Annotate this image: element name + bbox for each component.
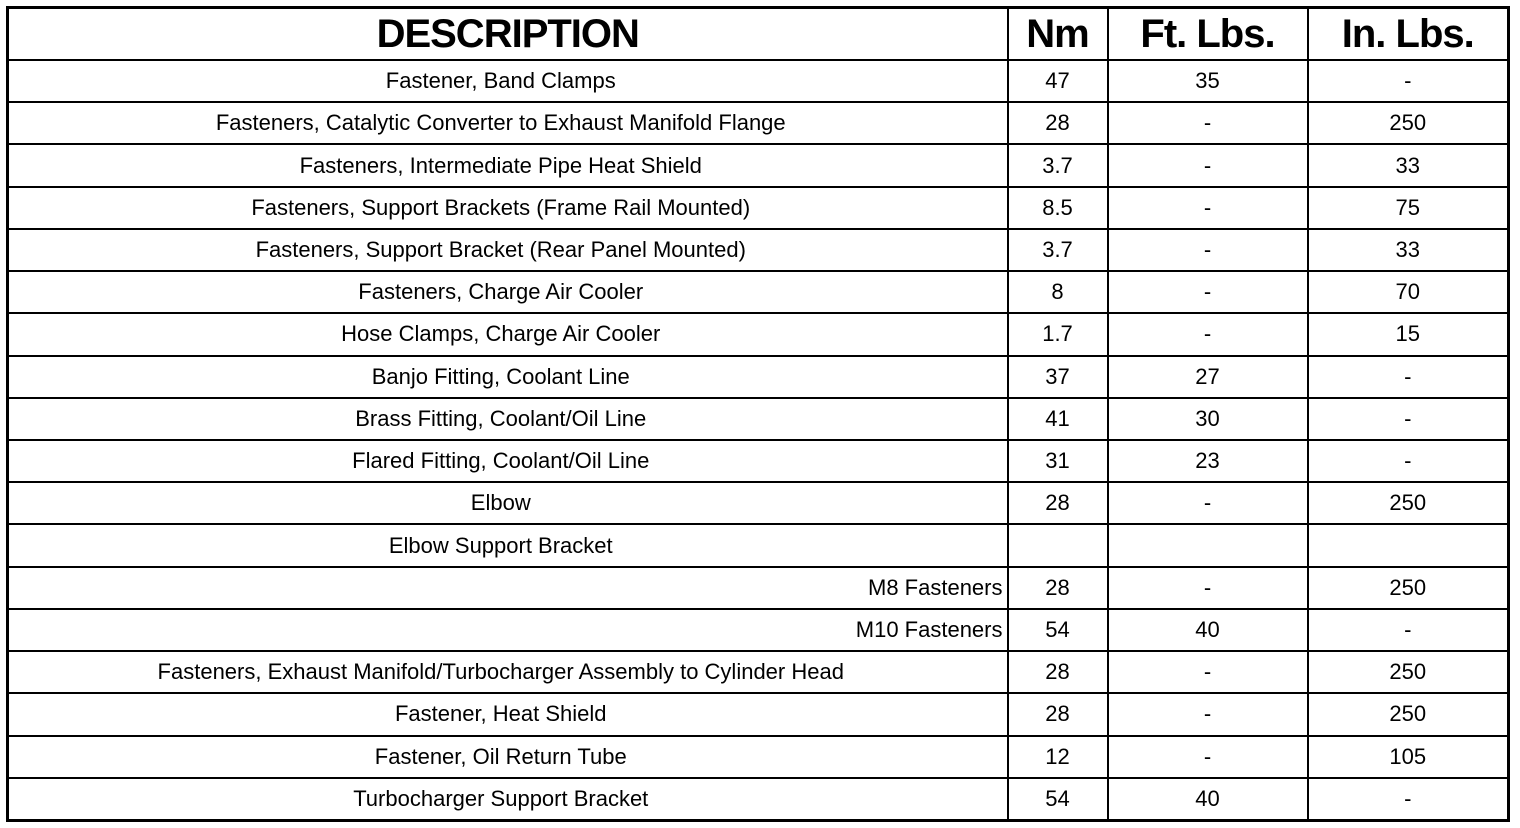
ft-lbs-cell: - (1108, 736, 1308, 778)
description-cell: Elbow Support Bracket (8, 524, 1008, 566)
description-cell: Hose Clamps, Charge Air Cooler (8, 313, 1008, 355)
description-cell: Fasteners, Support Bracket (Rear Panel Mounted) (8, 229, 1008, 271)
description-cell: Fastener, Oil Return Tube (8, 736, 1008, 778)
table-row (8, 356, 1509, 398)
nm-cell: 28 (1008, 651, 1108, 693)
table-row (8, 271, 1509, 313)
in-lbs-cell: - (1308, 60, 1509, 102)
description-cell: Fastener, Band Clamps (8, 60, 1008, 102)
description-cell: Flared Fitting, Coolant/Oil Line (8, 440, 1008, 482)
ft-lbs-cell: - (1108, 693, 1308, 735)
description-cell: Brass Fitting, Coolant/Oil Line (8, 398, 1008, 440)
table-row (8, 524, 1509, 566)
table-row (8, 567, 1509, 609)
in-lbs-cell: - (1308, 440, 1509, 482)
table-row (8, 102, 1509, 144)
description-cell: Fasteners, Exhaust Manifold/Turbocharger Assembly to Cylinder Head (8, 651, 1008, 693)
ft-lbs-cell: - (1108, 229, 1308, 271)
nm-cell: 3.7 (1008, 229, 1108, 271)
table-row (8, 144, 1509, 186)
ft-lbs-cell: 40 (1108, 778, 1308, 821)
nm-cell: 3.7 (1008, 144, 1108, 186)
ft-lbs-cell: 35 (1108, 60, 1308, 102)
description-cell: Fasteners, Catalytic Converter to Exhaust Manifold Flange (8, 102, 1008, 144)
description-cell: Fasteners, Intermediate Pipe Heat Shield (8, 144, 1008, 186)
table-row (8, 693, 1509, 735)
header-description: DESCRIPTION (8, 8, 1008, 61)
ft-lbs-cell: - (1108, 102, 1308, 144)
ft-lbs-cell: 40 (1108, 609, 1308, 651)
ft-lbs-cell: - (1108, 567, 1308, 609)
nm-cell: 28 (1008, 567, 1108, 609)
ft-lbs-cell: - (1108, 144, 1308, 186)
nm-cell: 54 (1008, 609, 1108, 651)
nm-cell: 12 (1008, 736, 1108, 778)
nm-cell: 47 (1008, 60, 1108, 102)
ft-lbs-cell (1108, 524, 1308, 566)
in-lbs-cell: 33 (1308, 229, 1509, 271)
description-cell: Fasteners, Charge Air Cooler (8, 271, 1008, 313)
ft-lbs-cell: - (1108, 187, 1308, 229)
table-row (8, 651, 1509, 693)
ft-lbs-cell: - (1108, 313, 1308, 355)
description-cell: Fasteners, Support Brackets (Frame Rail Mounted) (8, 187, 1008, 229)
nm-cell: 28 (1008, 693, 1108, 735)
in-lbs-cell: - (1308, 778, 1509, 821)
description-cell: Fastener, Heat Shield (8, 693, 1008, 735)
description-cell: Elbow (8, 482, 1008, 524)
in-lbs-cell: 75 (1308, 187, 1509, 229)
torque-specifications-table (6, 6, 1510, 822)
table-row (8, 313, 1509, 355)
in-lbs-cell: 250 (1308, 651, 1509, 693)
description-cell: Banjo Fitting, Coolant Line (8, 356, 1008, 398)
table-row (8, 60, 1509, 102)
nm-cell: 1.7 (1008, 313, 1108, 355)
header-in-lbs: In. Lbs. (1308, 8, 1509, 61)
in-lbs-cell (1308, 524, 1509, 566)
in-lbs-cell: 33 (1308, 144, 1509, 186)
in-lbs-cell: 105 (1308, 736, 1509, 778)
ft-lbs-cell: 30 (1108, 398, 1308, 440)
in-lbs-cell: - (1308, 356, 1509, 398)
ft-lbs-cell: - (1108, 651, 1308, 693)
table-row (8, 609, 1509, 651)
in-lbs-cell: - (1308, 398, 1509, 440)
table-row (8, 778, 1509, 821)
header-ft-lbs: Ft. Lbs. (1108, 8, 1308, 61)
table-row (8, 398, 1509, 440)
header-nm: Nm (1008, 8, 1108, 61)
table-row (8, 482, 1509, 524)
table-row (8, 440, 1509, 482)
nm-cell: 28 (1008, 102, 1108, 144)
ft-lbs-cell: 27 (1108, 356, 1308, 398)
description-cell: Turbocharger Support Bracket (8, 778, 1008, 821)
nm-cell: 8 (1008, 271, 1108, 313)
in-lbs-cell: 250 (1308, 693, 1509, 735)
nm-cell: 28 (1008, 482, 1108, 524)
description-cell: M8 Fasteners (8, 567, 1008, 609)
nm-cell: 54 (1008, 778, 1108, 821)
ft-lbs-cell: - (1108, 271, 1308, 313)
in-lbs-cell: 250 (1308, 482, 1509, 524)
nm-cell (1008, 524, 1108, 566)
nm-cell: 8.5 (1008, 187, 1108, 229)
in-lbs-cell: 15 (1308, 313, 1509, 355)
in-lbs-cell: - (1308, 609, 1509, 651)
in-lbs-cell: 250 (1308, 567, 1509, 609)
description-cell: M10 Fasteners (8, 609, 1008, 651)
nm-cell: 41 (1008, 398, 1108, 440)
table-row (8, 187, 1509, 229)
table-row (8, 736, 1509, 778)
in-lbs-cell: 250 (1308, 102, 1509, 144)
nm-cell: 37 (1008, 356, 1108, 398)
table-row (8, 229, 1509, 271)
table-header-row (8, 8, 1509, 61)
nm-cell: 31 (1008, 440, 1108, 482)
ft-lbs-cell: - (1108, 482, 1308, 524)
in-lbs-cell: 70 (1308, 271, 1509, 313)
ft-lbs-cell: 23 (1108, 440, 1308, 482)
